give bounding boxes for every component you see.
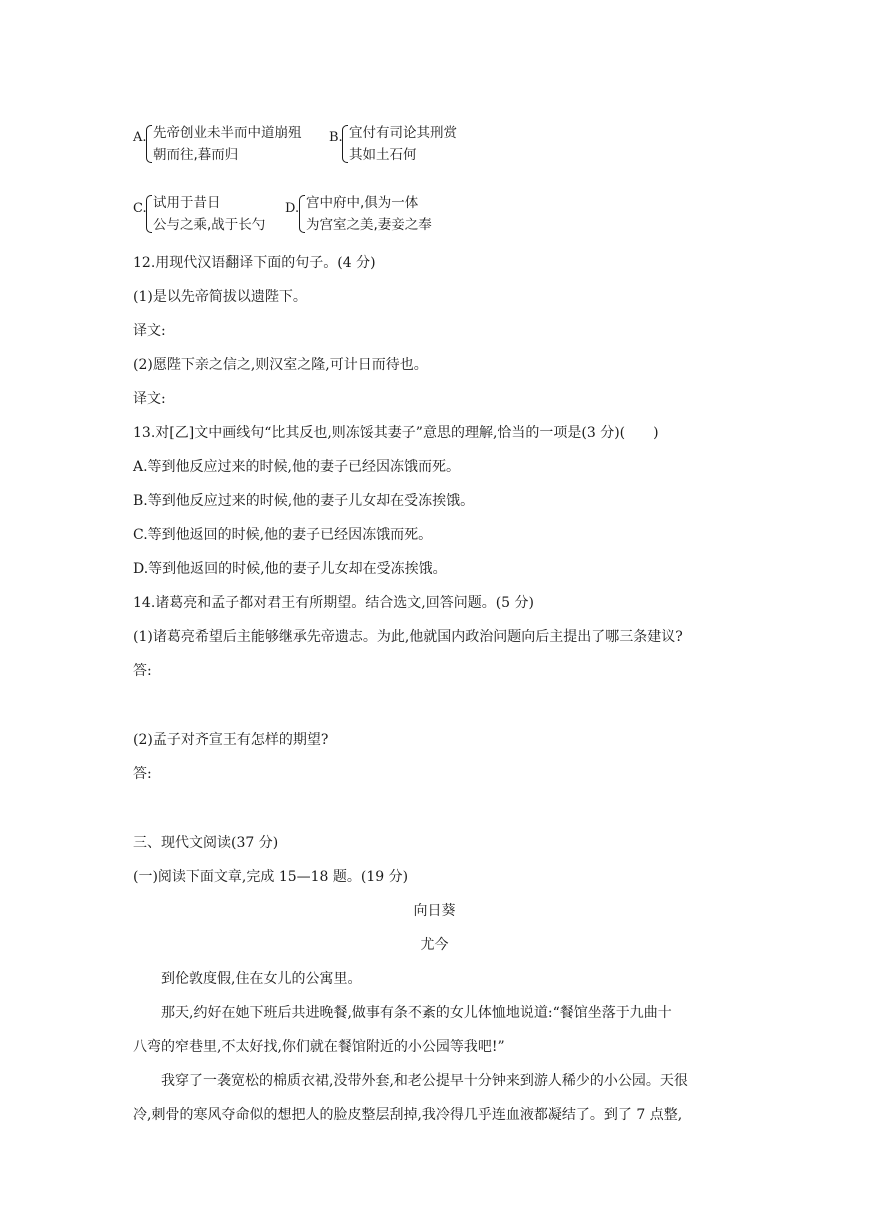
q14-answer-label-2: 答: [133, 766, 152, 782]
option-line-2: 公与之乘,战于长勺 [153, 217, 266, 233]
section-heading: 三、现代文阅读(37 分) [133, 835, 279, 851]
q14-stem: 14.诸葛亮和孟子都对君王有所期望。结合选文,回答问题。(5 分) [133, 595, 534, 611]
option-label: B. [329, 130, 343, 145]
q12-answer-label-1: 译文: [133, 323, 166, 339]
option-line-2: 朝而往,暮而归 [153, 147, 239, 163]
option-line-1: 先帝创业未半而中道崩殂 [153, 125, 302, 141]
q12-sentence-2: (2)愿陛下亲之信之,则汉室之隆,可计日而待也。 [133, 357, 428, 373]
q12-stem: 12.用现代汉语翻译下面的句子。(4 分) [133, 255, 376, 271]
brace-mark [146, 195, 152, 233]
q13-option-c: C.等到他返回的时候,他的妻子已经因冻饿而死。 [133, 527, 433, 543]
q13-stem: 13.对[乙]文中画线句“比其反也,则冻馁其妻子”意思的理解,恰当的一项是(3 分)( ) [133, 425, 659, 441]
section-subheading: (一)阅读下面文章,完成 15—18 题。(19 分) [133, 869, 409, 885]
q13-option-d: D.等到他返回的时候,他的妻子儿女却在受冻挨饿。 [133, 561, 447, 577]
option-label: D. [285, 201, 300, 216]
q13-option-b: B.等到他反应过来的时候,他的妻子儿女却在受冻挨饿。 [133, 493, 475, 509]
option-line-1: 试用于昔日 [153, 195, 221, 211]
paragraph-3-line-2: 冷,刺骨的寒风夺命似的想把人的脸皮整层刮掉,我冷得几乎连血液都凝结了。到了 7 点整, [133, 1107, 683, 1123]
option-line-2: 为宫室之美,妻妾之奉 [306, 217, 432, 233]
q12-answer-label-2: 译文: [133, 391, 166, 407]
q14-sub-question-1: (1)诸葛亮希望后主能够继承先帝遗志。为此,他就国内政治问题向后主提出了哪三条建议? [133, 629, 683, 645]
option-line-2: 其如土石何 [349, 147, 417, 163]
q12-sentence-1: (1)是以先帝简拔以遗陛下。 [133, 289, 307, 305]
paragraph-1: 到伦敦度假,住在女儿的公寓里。 [161, 971, 362, 987]
option-label: A. [133, 130, 147, 145]
option-label: C. [133, 201, 147, 216]
q14-sub-question-2: (2)孟子对齐宣王有怎样的期望? [133, 732, 329, 748]
article-author: 尤今 [420, 937, 449, 953]
paragraph-2-line-2: 八弯的窄巷里,不太好找,你们就在餐馆附近的小公园等我吧!” [133, 1039, 505, 1055]
brace-mark [342, 125, 348, 163]
option-line-1: 宜付有司论其刑赏 [349, 125, 457, 141]
paragraph-3-line-1: 我穿了一袭宽松的棉质衣裙,没带外套,和老公提早十分钟来到游人稀少的小公园。天很 [161, 1073, 688, 1089]
brace-mark [146, 125, 152, 163]
option-line-1: 宫中府中,俱为一体 [306, 195, 419, 211]
q14-answer-label-1: 答: [133, 663, 152, 679]
brace-mark [299, 195, 305, 233]
q13-option-a: A.等到他反应过来的时候,他的妻子已经因冻饿而死。 [133, 459, 461, 475]
article-title: 向日葵 [413, 903, 456, 919]
paragraph-2-line-1: 那天,约好在她下班后共进晚餐,做事有条不紊的女儿体恤地说道:“餐馆坐落于九曲十 [161, 1005, 672, 1021]
